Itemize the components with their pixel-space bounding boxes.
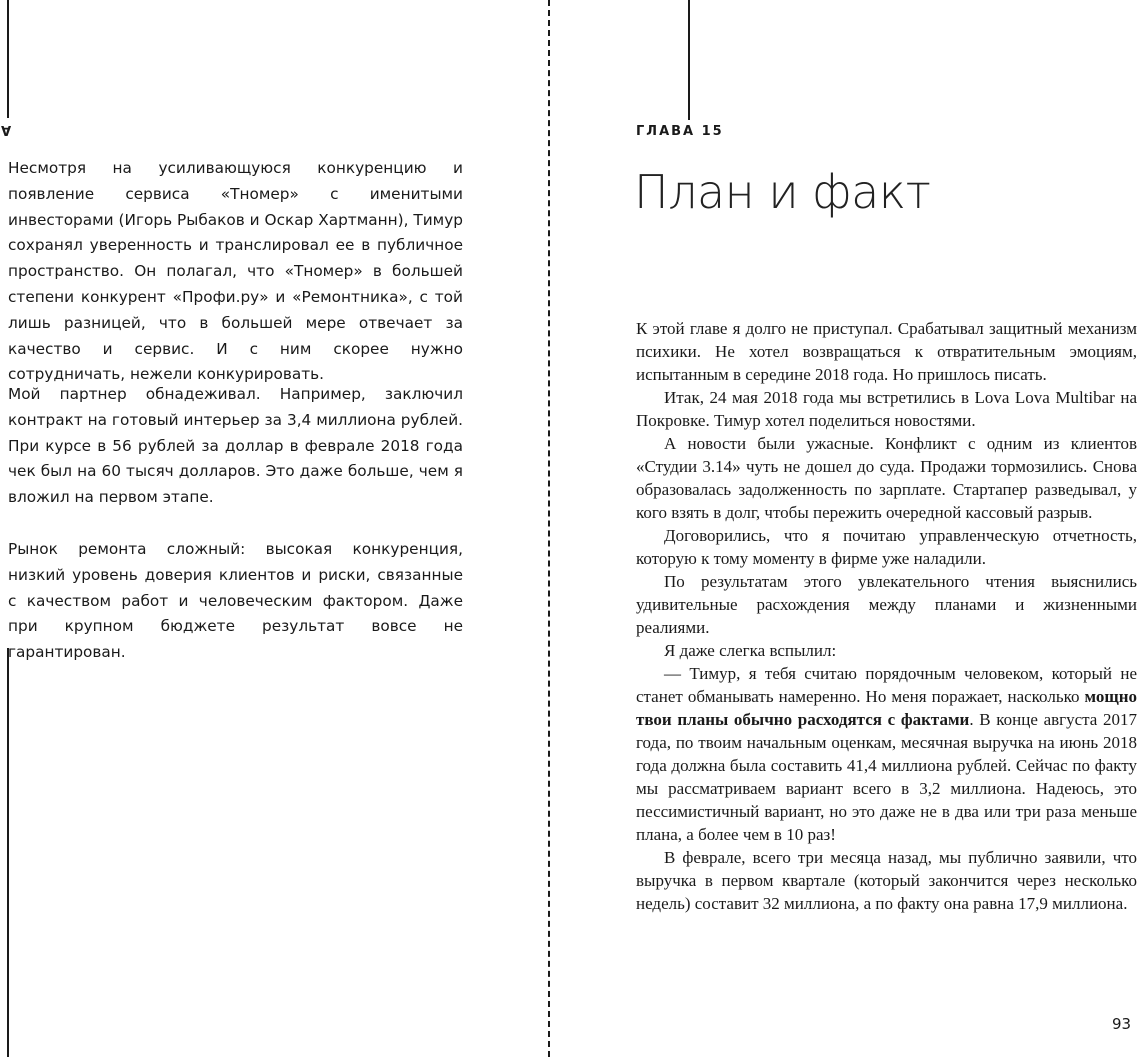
sidebar-paragraph: Несмотря на усиливающуюся конкуренцию и появление сервиса «Тномер» с именитыми инвесторами (Игорь Рыбаков и Оскар Хартманн), Тимур сохранял уверенность и транслировал ее в публичное пространство. Он полагал, что «Тномер» в большей степени конкурент «Профи.ру» и «Ремонтника», с той лишь разницей, что в большей мере отвечает за качество и сервис. И с ним скорее нужно сотрудничать, нежели конкурировать. xyxy=(8,159,463,384)
left-page xyxy=(0,0,548,1057)
sidebar-paragraph: Мой партнер обнадеживал. Например, заключил контракт на готовый интерьер за 3,4 миллиона рублей. При курсе в 56 рублей за доллар в феврале 2018 года чек был на 60 тысяч долларов. Это даже больше, чем я вложил на первом этапе. xyxy=(8,385,463,507)
bottom-rule-line xyxy=(7,648,9,1057)
corner-mark: A xyxy=(1,122,12,137)
chapter-rule-line xyxy=(688,0,690,120)
body-paragraph: К этой главе я долго не приступал. Срабатывал защитный механизм психики. Не хотел возвращаться к отвратительным эмоциям, испытанным в середине 2018 года. Но пришлось писать. xyxy=(636,319,1137,384)
page-number: 93 xyxy=(1112,1015,1132,1033)
body-paragraph: Я даже слегка вспылил: xyxy=(664,641,837,660)
body-paragraph: В феврале, всего три месяца назад, мы публично заявили, что выручка в первом квартале (который закончится через несколько недель) составит 32 миллиона, а по факту она равна 17,9 миллиона. xyxy=(636,848,1137,913)
right-page xyxy=(552,0,1137,1057)
top-rule-line xyxy=(7,0,9,118)
dialogue-text: . В конце августа 2017 года, по твоим начальным оценкам, месячная выручка на июнь 2018 года должна была составить 41,4 миллиона рублей. Сейчас по факту мы рассматриваем вариант всего в 3,2 миллиона. Надеюсь, это пессимистичный вариант, но это даже не в два или три раза меньше плана, а более чем в 10 раз! xyxy=(636,710,1137,844)
page-spine-divider xyxy=(548,0,550,1057)
chapter-title: План и факт xyxy=(634,165,931,219)
body-paragraph: Итак, 24 мая 2018 года мы встретились в Lova Lova Multibar на Покровке. Тимур хотел поделиться новостями. xyxy=(636,388,1137,430)
body-paragraph: По результатам этого увлекательного чтения выяснились удивительные расхождения между планами и жизненными реалиями. xyxy=(636,572,1137,637)
chapter-body xyxy=(636,317,1137,915)
bold-emphasis: мощно твои планы обычно расходятся с фактами xyxy=(636,687,1137,729)
chapter-label: ГЛАВА 15 xyxy=(636,124,724,139)
dialogue-paragraph xyxy=(636,662,1137,846)
body-paragraph: Договорились, что я почитаю управленческую отчетность, которую к тому моменту в фирме уже наладили. xyxy=(636,526,1137,568)
dialogue-text: — Тимур, я тебя считаю порядочным человеком, который не станет обманывать намеренно. Но меня поражает, насколько xyxy=(636,664,1137,706)
sidebar-paragraph: Рынок ремонта сложный: высокая конкуренция, низкий уровень доверия клиентов и риски, связанные с качеством работ и человеческим фактором. Даже при крупном бюджете результат вовсе не гарантирован. xyxy=(8,540,463,662)
body-paragraph: А новости были ужасные. Конфликт с одним из клиентов «Студии 3.14» чуть не дошел до суда. Продажи тормозились. Снова образовалась задолженность по зарплате. Стартапер разведывал, у кого взять в долг, чтобы пережить очередной кассовый разрыв. xyxy=(636,434,1137,522)
